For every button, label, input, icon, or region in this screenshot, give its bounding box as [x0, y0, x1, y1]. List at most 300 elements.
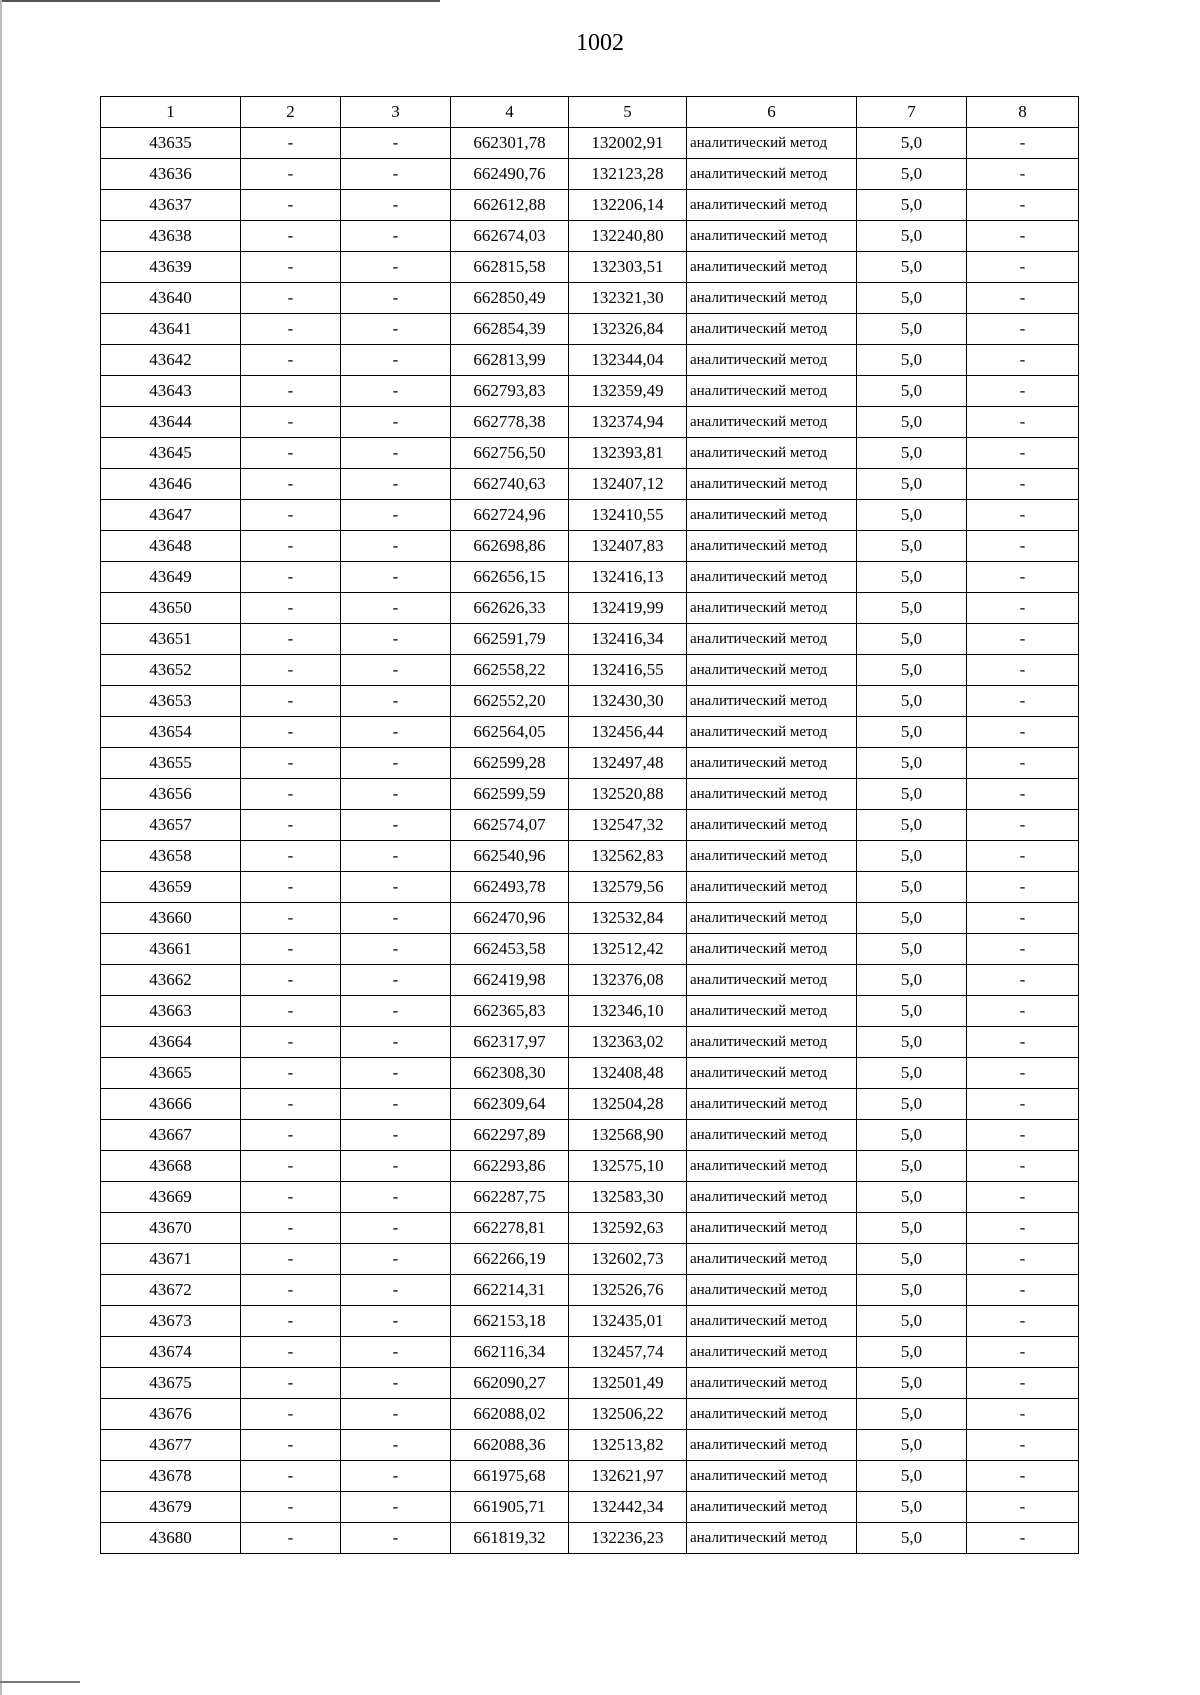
col2-cell: - [241, 407, 341, 438]
table-row [101, 1275, 1079, 1306]
x-coordinate-cell: 662088,02 [451, 1399, 569, 1430]
y-coordinate-cell: 132562,83 [569, 841, 687, 872]
table-row [101, 841, 1079, 872]
col2-cell: - [241, 314, 341, 345]
point-number-cell: 43636 [101, 159, 241, 190]
y-coordinate-cell: 132512,42 [569, 934, 687, 965]
col2-cell: - [241, 624, 341, 655]
x-coordinate-cell: 662278,81 [451, 1213, 569, 1244]
point-number-cell: 43660 [101, 903, 241, 934]
accuracy-cell: 5,0 [857, 1275, 967, 1306]
table-row [101, 717, 1079, 748]
method-cell: аналитический метод [687, 500, 857, 531]
col8-cell: - [967, 1213, 1079, 1244]
col2-cell: - [241, 1461, 341, 1492]
col2-cell: - [241, 1399, 341, 1430]
y-coordinate-cell: 132547,32 [569, 810, 687, 841]
accuracy-cell: 5,0 [857, 345, 967, 376]
col2-cell: - [241, 655, 341, 686]
point-number-cell: 43658 [101, 841, 241, 872]
col2-cell: - [241, 562, 341, 593]
column-header: 4 [451, 97, 569, 128]
point-number-cell: 43637 [101, 190, 241, 221]
y-coordinate-cell: 132407,83 [569, 531, 687, 562]
point-number-cell: 43639 [101, 252, 241, 283]
accuracy-cell: 5,0 [857, 562, 967, 593]
point-number-cell: 43652 [101, 655, 241, 686]
accuracy-cell: 5,0 [857, 903, 967, 934]
col3-cell: - [341, 1368, 451, 1399]
y-coordinate-cell: 132442,34 [569, 1492, 687, 1523]
table-row [101, 1213, 1079, 1244]
col3-cell: - [341, 1058, 451, 1089]
col8-cell: - [967, 593, 1079, 624]
y-coordinate-cell: 132346,10 [569, 996, 687, 1027]
x-coordinate-cell: 662674,03 [451, 221, 569, 252]
x-coordinate-cell: 662793,83 [451, 376, 569, 407]
point-number-cell: 43676 [101, 1399, 241, 1430]
col3-cell: - [341, 965, 451, 996]
point-number-cell: 43667 [101, 1120, 241, 1151]
col3-cell: - [341, 903, 451, 934]
x-coordinate-cell: 662724,96 [451, 500, 569, 531]
col3-cell: - [341, 407, 451, 438]
accuracy-cell: 5,0 [857, 965, 967, 996]
x-coordinate-cell: 662599,28 [451, 748, 569, 779]
method-cell: аналитический метод [687, 1430, 857, 1461]
table-row [101, 996, 1079, 1027]
table-row [101, 1089, 1079, 1120]
method-cell: аналитический метод [687, 965, 857, 996]
col3-cell: - [341, 624, 451, 655]
accuracy-cell: 5,0 [857, 1523, 967, 1554]
x-coordinate-cell: 662419,98 [451, 965, 569, 996]
point-number-cell: 43672 [101, 1275, 241, 1306]
accuracy-cell: 5,0 [857, 841, 967, 872]
point-number-cell: 43673 [101, 1306, 241, 1337]
table-row [101, 562, 1079, 593]
col2-cell: - [241, 841, 341, 872]
col2-cell: - [241, 1213, 341, 1244]
table-row [101, 376, 1079, 407]
table-row [101, 1337, 1079, 1368]
table-row [101, 1058, 1079, 1089]
col3-cell: - [341, 1461, 451, 1492]
x-coordinate-cell: 662740,63 [451, 469, 569, 500]
col2-cell: - [241, 1089, 341, 1120]
point-number-cell: 43677 [101, 1430, 241, 1461]
point-number-cell: 43646 [101, 469, 241, 500]
col8-cell: - [967, 779, 1079, 810]
accuracy-cell: 5,0 [857, 593, 967, 624]
point-number-cell: 43661 [101, 934, 241, 965]
method-cell: аналитический метод [687, 1275, 857, 1306]
method-cell: аналитический метод [687, 903, 857, 934]
y-coordinate-cell: 132592,63 [569, 1213, 687, 1244]
table-row [101, 1244, 1079, 1275]
y-coordinate-cell: 132326,84 [569, 314, 687, 345]
method-cell: аналитический метод [687, 686, 857, 717]
col8-cell: - [967, 252, 1079, 283]
col3-cell: - [341, 655, 451, 686]
col8-cell: - [967, 531, 1079, 562]
y-coordinate-cell: 132240,80 [569, 221, 687, 252]
column-header: 3 [341, 97, 451, 128]
col8-cell: - [967, 624, 1079, 655]
table-row [101, 500, 1079, 531]
col3-cell: - [341, 128, 451, 159]
accuracy-cell: 5,0 [857, 1399, 967, 1430]
col2-cell: - [241, 1027, 341, 1058]
col8-cell: - [967, 1027, 1079, 1058]
y-coordinate-cell: 132506,22 [569, 1399, 687, 1430]
scan-edge-top [0, 0, 440, 2]
x-coordinate-cell: 662453,58 [451, 934, 569, 965]
table-row [101, 1306, 1079, 1337]
accuracy-cell: 5,0 [857, 1213, 967, 1244]
column-header: 6 [687, 97, 857, 128]
y-coordinate-cell: 132393,81 [569, 438, 687, 469]
col3-cell: - [341, 1089, 451, 1120]
col3-cell: - [341, 1213, 451, 1244]
col8-cell: - [967, 686, 1079, 717]
point-number-cell: 43668 [101, 1151, 241, 1182]
col3-cell: - [341, 190, 451, 221]
col2-cell: - [241, 1492, 341, 1523]
table-row [101, 1368, 1079, 1399]
col2-cell: - [241, 1337, 341, 1368]
table-row [101, 1430, 1079, 1461]
method-cell: аналитический метод [687, 562, 857, 593]
col3-cell: - [341, 1151, 451, 1182]
col2-cell: - [241, 717, 341, 748]
y-coordinate-cell: 132321,30 [569, 283, 687, 314]
col2-cell: - [241, 1368, 341, 1399]
table-row [101, 1399, 1079, 1430]
col3-cell: - [341, 779, 451, 810]
point-number-cell: 43635 [101, 128, 241, 159]
table-row [101, 624, 1079, 655]
col3-cell: - [341, 283, 451, 314]
table-row [101, 1151, 1079, 1182]
accuracy-cell: 5,0 [857, 469, 967, 500]
col8-cell: - [967, 872, 1079, 903]
y-coordinate-cell: 132376,08 [569, 965, 687, 996]
scan-edge-bottom [0, 1681, 80, 1683]
col3-cell: - [341, 1492, 451, 1523]
accuracy-cell: 5,0 [857, 376, 967, 407]
accuracy-cell: 5,0 [857, 934, 967, 965]
y-coordinate-cell: 132416,34 [569, 624, 687, 655]
col8-cell: - [967, 1399, 1079, 1430]
method-cell: аналитический метод [687, 1306, 857, 1337]
col2-cell: - [241, 1523, 341, 1554]
col2-cell: - [241, 593, 341, 624]
col8-cell: - [967, 996, 1079, 1027]
y-coordinate-cell: 132532,84 [569, 903, 687, 934]
method-cell: аналитический метод [687, 717, 857, 748]
y-coordinate-cell: 132419,99 [569, 593, 687, 624]
point-number-cell: 43648 [101, 531, 241, 562]
table-row [101, 407, 1079, 438]
accuracy-cell: 5,0 [857, 624, 967, 655]
col3-cell: - [341, 1182, 451, 1213]
accuracy-cell: 5,0 [857, 438, 967, 469]
x-coordinate-cell: 662854,39 [451, 314, 569, 345]
col3-cell: - [341, 159, 451, 190]
x-coordinate-cell: 662591,79 [451, 624, 569, 655]
col8-cell: - [967, 1058, 1079, 1089]
point-number-cell: 43674 [101, 1337, 241, 1368]
x-coordinate-cell: 662656,15 [451, 562, 569, 593]
method-cell: аналитический метод [687, 1368, 857, 1399]
y-coordinate-cell: 132410,55 [569, 500, 687, 531]
y-coordinate-cell: 132344,04 [569, 345, 687, 376]
method-cell: аналитический метод [687, 1492, 857, 1523]
point-number-cell: 43680 [101, 1523, 241, 1554]
accuracy-cell: 5,0 [857, 1089, 967, 1120]
method-cell: аналитический метод [687, 655, 857, 686]
point-number-cell: 43679 [101, 1492, 241, 1523]
accuracy-cell: 5,0 [857, 1306, 967, 1337]
table-row [101, 314, 1079, 345]
y-coordinate-cell: 132002,91 [569, 128, 687, 159]
col2-cell: - [241, 934, 341, 965]
table-row [101, 1461, 1079, 1492]
accuracy-cell: 5,0 [857, 531, 967, 562]
method-cell: аналитический метод [687, 624, 857, 655]
col8-cell: - [967, 1461, 1079, 1492]
col8-cell: - [967, 1337, 1079, 1368]
method-cell: аналитический метод [687, 1244, 857, 1275]
accuracy-cell: 5,0 [857, 1244, 967, 1275]
x-coordinate-cell: 662493,78 [451, 872, 569, 903]
point-number-cell: 43670 [101, 1213, 241, 1244]
col2-cell: - [241, 531, 341, 562]
x-coordinate-cell: 662365,83 [451, 996, 569, 1027]
col8-cell: - [967, 810, 1079, 841]
x-coordinate-cell: 662813,99 [451, 345, 569, 376]
column-header: 5 [569, 97, 687, 128]
y-coordinate-cell: 132602,73 [569, 1244, 687, 1275]
col2-cell: - [241, 686, 341, 717]
table-row [101, 655, 1079, 686]
col3-cell: - [341, 748, 451, 779]
table-row [101, 593, 1079, 624]
col3-cell: - [341, 1120, 451, 1151]
col3-cell: - [341, 562, 451, 593]
column-header: 1 [101, 97, 241, 128]
x-coordinate-cell: 662558,22 [451, 655, 569, 686]
col2-cell: - [241, 500, 341, 531]
col2-cell: - [241, 1151, 341, 1182]
method-cell: аналитический метод [687, 159, 857, 190]
x-coordinate-cell: 662293,86 [451, 1151, 569, 1182]
method-cell: аналитический метод [687, 996, 857, 1027]
point-number-cell: 43678 [101, 1461, 241, 1492]
y-coordinate-cell: 132363,02 [569, 1027, 687, 1058]
accuracy-cell: 5,0 [857, 283, 967, 314]
x-coordinate-cell: 662612,88 [451, 190, 569, 221]
col8-cell: - [967, 438, 1079, 469]
col8-cell: - [967, 500, 1079, 531]
x-coordinate-cell: 662153,18 [451, 1306, 569, 1337]
col2-cell: - [241, 128, 341, 159]
x-coordinate-cell: 662116,34 [451, 1337, 569, 1368]
accuracy-cell: 5,0 [857, 1337, 967, 1368]
point-number-cell: 43649 [101, 562, 241, 593]
col3-cell: - [341, 686, 451, 717]
method-cell: аналитический метод [687, 314, 857, 345]
col3-cell: - [341, 438, 451, 469]
x-coordinate-cell: 662564,05 [451, 717, 569, 748]
col3-cell: - [341, 314, 451, 345]
col2-cell: - [241, 965, 341, 996]
col8-cell: - [967, 376, 1079, 407]
col8-cell: - [967, 1523, 1079, 1554]
col8-cell: - [967, 934, 1079, 965]
accuracy-cell: 5,0 [857, 1151, 967, 1182]
table-row [101, 748, 1079, 779]
x-coordinate-cell: 662317,97 [451, 1027, 569, 1058]
col3-cell: - [341, 1399, 451, 1430]
x-coordinate-cell: 661975,68 [451, 1461, 569, 1492]
x-coordinate-cell: 662850,49 [451, 283, 569, 314]
x-coordinate-cell: 661905,71 [451, 1492, 569, 1523]
x-coordinate-cell: 662574,07 [451, 810, 569, 841]
table-row [101, 872, 1079, 903]
accuracy-cell: 5,0 [857, 500, 967, 531]
col3-cell: - [341, 1430, 451, 1461]
method-cell: аналитический метод [687, 531, 857, 562]
point-number-cell: 43659 [101, 872, 241, 903]
table-row [101, 283, 1079, 314]
x-coordinate-cell: 662309,64 [451, 1089, 569, 1120]
col2-cell: - [241, 996, 341, 1027]
method-cell: аналитический метод [687, 345, 857, 376]
table-row [101, 221, 1079, 252]
accuracy-cell: 5,0 [857, 686, 967, 717]
col3-cell: - [341, 996, 451, 1027]
col3-cell: - [341, 934, 451, 965]
col8-cell: - [967, 562, 1079, 593]
method-cell: аналитический метод [687, 748, 857, 779]
y-coordinate-cell: 132575,10 [569, 1151, 687, 1182]
accuracy-cell: 5,0 [857, 190, 967, 221]
coordinates-table [100, 96, 1079, 1554]
point-number-cell: 43662 [101, 965, 241, 996]
y-coordinate-cell: 132579,56 [569, 872, 687, 903]
accuracy-cell: 5,0 [857, 1182, 967, 1213]
method-cell: аналитический метод [687, 1213, 857, 1244]
y-coordinate-cell: 132374,94 [569, 407, 687, 438]
accuracy-cell: 5,0 [857, 1430, 967, 1461]
x-coordinate-cell: 662540,96 [451, 841, 569, 872]
table-row [101, 469, 1079, 500]
table-row [101, 934, 1079, 965]
y-coordinate-cell: 132430,30 [569, 686, 687, 717]
x-coordinate-cell: 662287,75 [451, 1182, 569, 1213]
col3-cell: - [341, 593, 451, 624]
point-number-cell: 43663 [101, 996, 241, 1027]
x-coordinate-cell: 662214,31 [451, 1275, 569, 1306]
y-coordinate-cell: 132513,82 [569, 1430, 687, 1461]
table-row [101, 1120, 1079, 1151]
x-coordinate-cell: 662088,36 [451, 1430, 569, 1461]
accuracy-cell: 5,0 [857, 655, 967, 686]
y-coordinate-cell: 132504,28 [569, 1089, 687, 1120]
col3-cell: - [341, 841, 451, 872]
col2-cell: - [241, 1430, 341, 1461]
accuracy-cell: 5,0 [857, 1120, 967, 1151]
x-coordinate-cell: 662308,30 [451, 1058, 569, 1089]
method-cell: аналитический метод [687, 593, 857, 624]
col8-cell: - [967, 345, 1079, 376]
point-number-cell: 43656 [101, 779, 241, 810]
col2-cell: - [241, 159, 341, 190]
accuracy-cell: 5,0 [857, 717, 967, 748]
method-cell: аналитический метод [687, 810, 857, 841]
y-coordinate-cell: 132457,74 [569, 1337, 687, 1368]
method-cell: аналитический метод [687, 128, 857, 159]
col8-cell: - [967, 1089, 1079, 1120]
table-row [101, 810, 1079, 841]
accuracy-cell: 5,0 [857, 1368, 967, 1399]
col8-cell: - [967, 283, 1079, 314]
method-cell: аналитический метод [687, 872, 857, 903]
accuracy-cell: 5,0 [857, 1027, 967, 1058]
accuracy-cell: 5,0 [857, 314, 967, 345]
method-cell: аналитический метод [687, 252, 857, 283]
method-cell: аналитический метод [687, 1461, 857, 1492]
method-cell: аналитический метод [687, 1058, 857, 1089]
col2-cell: - [241, 1306, 341, 1337]
col3-cell: - [341, 469, 451, 500]
accuracy-cell: 5,0 [857, 407, 967, 438]
table-row [101, 903, 1079, 934]
col8-cell: - [967, 655, 1079, 686]
table-body [101, 128, 1079, 1554]
col3-cell: - [341, 1244, 451, 1275]
method-cell: аналитический метод [687, 376, 857, 407]
y-coordinate-cell: 132359,49 [569, 376, 687, 407]
col3-cell: - [341, 1306, 451, 1337]
accuracy-cell: 5,0 [857, 1492, 967, 1523]
col8-cell: - [967, 221, 1079, 252]
x-coordinate-cell: 662266,19 [451, 1244, 569, 1275]
accuracy-cell: 5,0 [857, 221, 967, 252]
y-coordinate-cell: 132456,44 [569, 717, 687, 748]
col2-cell: - [241, 779, 341, 810]
y-coordinate-cell: 132408,48 [569, 1058, 687, 1089]
col2-cell: - [241, 469, 341, 500]
col2-cell: - [241, 345, 341, 376]
col8-cell: - [967, 1306, 1079, 1337]
col8-cell: - [967, 903, 1079, 934]
col8-cell: - [967, 1151, 1079, 1182]
point-number-cell: 43651 [101, 624, 241, 655]
point-number-cell: 43653 [101, 686, 241, 717]
y-coordinate-cell: 132520,88 [569, 779, 687, 810]
accuracy-cell: 5,0 [857, 872, 967, 903]
col3-cell: - [341, 717, 451, 748]
col2-cell: - [241, 810, 341, 841]
col8-cell: - [967, 841, 1079, 872]
col3-cell: - [341, 1523, 451, 1554]
method-cell: аналитический метод [687, 934, 857, 965]
method-cell: аналитический метод [687, 1523, 857, 1554]
y-coordinate-cell: 132416,13 [569, 562, 687, 593]
